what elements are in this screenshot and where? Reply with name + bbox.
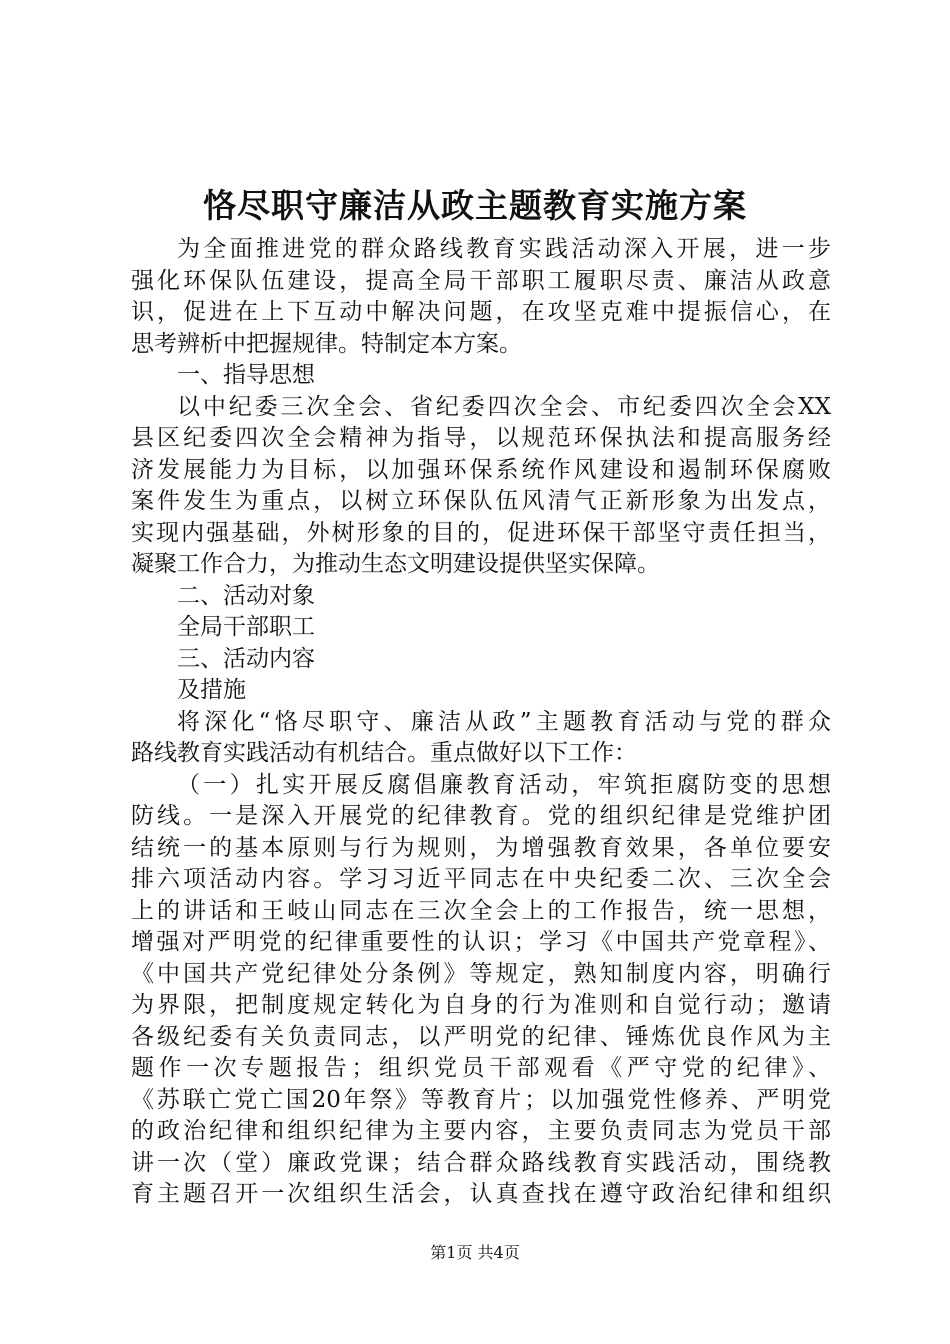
text-line: 上的讲话和王岐山同志在三次全会上的工作报告，统一思想， xyxy=(131,897,831,924)
text-line: 为界限，把制度规定转化为自身的行为准则和自觉行动；邀请 xyxy=(131,992,831,1018)
text-line: 以中纪委三次全会、省纪委四次全会、市纪委四次全会XX xyxy=(177,393,831,420)
text-line: 《苏联亡党亡国20年祭》等教育片；以加强党性修养、严明党 xyxy=(131,1086,831,1113)
text-line: 防线。一是深入开展党的纪律教育。党的组织纪律是党维护团 xyxy=(131,803,831,829)
text-line: 县区纪委四次全会精神为指导，以规范环保执法和提高服务经 xyxy=(131,425,831,451)
text-line: 全局干部职工 xyxy=(177,614,315,640)
text-line: 讲一次（堂）廉政党课；结合群众路线教育实践活动，围绕教 xyxy=(131,1149,831,1176)
document-title: 恪尽职守廉洁从政主题教育实施方案 xyxy=(203,186,747,225)
section-heading: 一、指导思想 xyxy=(177,362,315,388)
text-line: 结统一的基本原则与行为规则，为增强教育效果，各单位要安 xyxy=(131,834,831,861)
text-line: 济发展能力为目标，以加强环保系统作风建设和遏制环保腐败 xyxy=(131,456,831,483)
document-body xyxy=(131,234,831,1211)
text-line: （一）扎实开展反腐倡廉教育活动，牢筑拒腐防变的思想 xyxy=(177,771,831,798)
text-line: 题作一次专题报告；组织党员干部观看《严守党的纪律》、 xyxy=(131,1055,831,1081)
section-heading: 二、活动对象 xyxy=(177,582,315,609)
text-line: 强化环保队伍建设，提高全局干部职工履职尽责、廉洁从政意 xyxy=(131,267,831,294)
text-line: 各级纪委有关负责同志，以严明党的纪律、锤炼优良作风为主 xyxy=(131,1023,831,1050)
text-line: 案件发生为重点，以树立环保队伍风清气正新形象为出发点， xyxy=(131,488,831,514)
page-number: 第1页 共4页 xyxy=(430,1243,520,1262)
text-line: 育主题召开一次组织生活会，认真查找在遵守政治纪律和组织 xyxy=(131,1181,831,1207)
text-line: 排六项活动内容。学习习近平同志在中央纪委二次、三次全会 xyxy=(131,866,831,892)
text-line: 思考辨析中把握规律。特制定本方案。 xyxy=(131,330,522,357)
section-heading: 及措施 xyxy=(177,677,246,703)
text-line: 为全面推进党的群众路线教育实践活动深入开展，进一步 xyxy=(177,236,831,262)
text-line: 凝聚工作合力，为推动生态文明建设提供坚实保障。 xyxy=(131,551,660,577)
section-heading: 三、活动内容 xyxy=(177,645,315,672)
text-line: 增强对严明党的纪律重要性的认识；学习《中国共产党章程》、 xyxy=(131,929,831,955)
text-line: 实现内强基础，外树形象的目的，促进环保干部坚守责任担当， xyxy=(131,519,831,546)
text-line: 的政治纪律和组织纪律为主要内容，主要负责同志为党员干部 xyxy=(131,1118,831,1144)
text-line: 将深化“恪尽职守、廉洁从政”主题教育活动与党的群众 xyxy=(177,708,831,735)
text-line: 《中国共产党纪律处分条例》等规定，熟知制度内容，明确行 xyxy=(131,960,831,987)
text-line: 识，促进在上下互动中解决问题，在攻坚克难中提振信心，在 xyxy=(131,299,831,325)
text-line: 路线教育实践活动有机结合。重点做好以下工作： xyxy=(131,740,637,766)
